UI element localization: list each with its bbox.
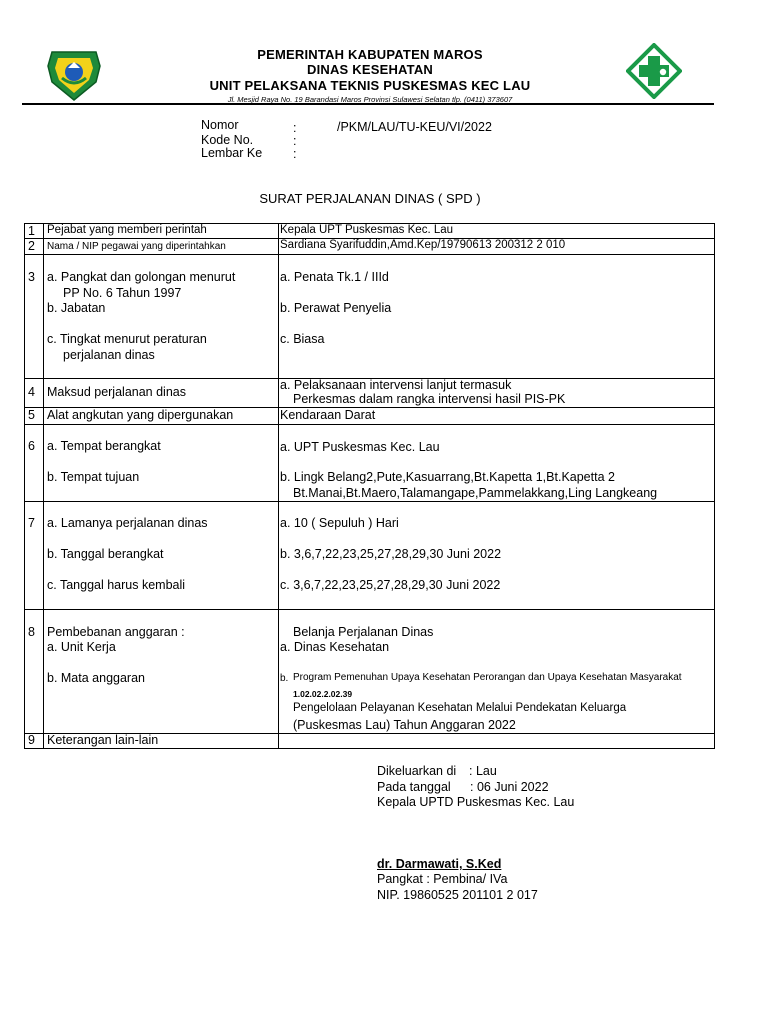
row-1-number: 1 xyxy=(28,224,35,238)
row-8-value-clip xyxy=(279,224,713,748)
issued-date-label: Pada tanggal xyxy=(377,780,451,794)
row-8-value-b: Program Pemenuhan Upaya Kesehatan Perorangan dan Upaya Kesehatan Masyarakat xyxy=(293,672,682,683)
row-4-number: 4 xyxy=(28,385,35,399)
header-address: Jl. Mesjid Raya No. 19 Barandasi Maros Provinsi Sulawesi Selatan tlp. (0411) 373607 xyxy=(227,95,513,104)
row-9-label: Keterangan lain-lain xyxy=(47,733,159,747)
row-4-label: Maksud perjalanan dinas xyxy=(47,385,186,399)
puskesmas-logo xyxy=(626,43,682,99)
row-1-value: Kepala UPT Puskesmas Kec. Lau xyxy=(280,224,454,236)
row-3-label-c-cont: perjalanan dinas xyxy=(63,348,155,362)
document-title: SURAT PERJALANAN DINAS ( SPD ) xyxy=(259,191,481,206)
row-3-label-c: c. Tingkat menurut peraturan xyxy=(47,332,207,346)
row-6-label-a: a. Tempat berangkat xyxy=(47,439,161,453)
row-5-number: 5 xyxy=(28,408,35,422)
row-7-label-c: c. Tanggal harus kembali xyxy=(47,578,186,592)
row-7-number: 7 xyxy=(28,516,35,530)
column-divider-number xyxy=(43,224,44,748)
row-7-label-a: a. Lamanya perjalanan dinas xyxy=(47,516,208,530)
issued-at-label: Dikeluarkan di xyxy=(377,764,457,778)
row-8-value-a: a. Dinas Kesehatan xyxy=(280,640,390,654)
header-line-1: PEMERINTAH KABUPATEN MAROS xyxy=(257,47,483,62)
row-3-number: 3 xyxy=(28,270,35,284)
row-5-value: Kendaraan Darat xyxy=(280,408,376,422)
header-line-3: UNIT PELAKSANA TEKNIS PUSKESMAS KEC LAU xyxy=(209,78,531,93)
row-8-value-d-line-2: (Puskesmas Lau) Tahun Anggaran 2022 xyxy=(293,718,516,732)
row-6-value-b-line-1: b. Lingk Belang2,Pute,Kasuarrang,Bt.Kapetta 1,Bt.Kapetta 2 xyxy=(280,470,615,484)
row-5-label: Alat angkutan yang dipergunakan xyxy=(47,408,234,422)
row-7-label-b: b. Tanggal berangkat xyxy=(47,547,164,561)
row-8-value-b-prefix: b. xyxy=(280,673,289,684)
kode-label: Kode No. xyxy=(201,133,254,147)
row-3-label-b: b. Jabatan xyxy=(47,301,106,315)
row-2-label: Nama / NIP pegawai yang diperintahkan xyxy=(47,241,226,252)
row-7-value-b: b. 3,6,7,22,23,25,27,28,29,30 Juni 2022 xyxy=(280,547,502,561)
signer-name: dr. Darmawati, S.Ked xyxy=(377,857,502,871)
row-1-label: Pejabat yang memberi perintah xyxy=(47,224,207,236)
spd-table xyxy=(24,223,715,749)
signer-position: Kepala UPTD Puskesmas Kec. Lau xyxy=(377,795,575,809)
issued-date-value: : 06 Juni 2022 xyxy=(470,780,549,794)
row-8-number: 8 xyxy=(28,625,35,639)
row-2-value: Sardiana Syarifuddin,Amd.Kep/19790613 200312 2 010 xyxy=(280,239,566,251)
row-8-label-a: a. Unit Kerja xyxy=(47,640,116,654)
row-9-number: 9 xyxy=(28,733,35,747)
row-7-value-c: c. 3,6,7,22,23,25,27,28,29,30 Juni 2022 xyxy=(280,578,501,592)
row-3-value-c: c. Biasa xyxy=(280,332,325,346)
row-8-value-heading: Belanja Perjalanan Dinas xyxy=(293,625,434,639)
row-8-value-d-line-1: Pengelolaan Pelayanan Kesehatan Melalui Pendekatan Keluarga xyxy=(293,702,627,714)
row-8-label-b: b. Mata anggaran xyxy=(47,671,145,685)
row-6-value-b-line-2: Bt.Manai,Bt.Maero,Talamangape,Pammelakkang,Ling Langkeang xyxy=(293,486,658,500)
signer-nip: NIP. 19860525 201101 2 017 xyxy=(377,888,538,902)
row-6-value-a: a. UPT Puskesmas Kec. Lau xyxy=(280,440,440,454)
row-3-label-a: a. Pangkat dan golongan menurut xyxy=(47,270,236,284)
row-4-value-line-2: Perkesmas dalam rangka intervensi hasil PIS-PK xyxy=(293,392,566,406)
signer-rank: Pangkat : Pembina/ IVa xyxy=(377,872,508,886)
row-8-budget-code: 1.02.02.2.02.39 xyxy=(293,689,353,699)
lembar-label: Lembar Ke xyxy=(201,146,263,160)
kode-colon: : xyxy=(293,134,297,148)
nomor-value: /PKM/LAU/TU-KEU/VI/2022 xyxy=(337,120,492,134)
header-divider xyxy=(22,103,714,105)
row-6-number: 6 xyxy=(28,439,35,453)
row-8-label-heading: Pembebanan anggaran : xyxy=(47,625,185,639)
row-2-number: 2 xyxy=(28,239,35,253)
nomor-label: Nomor xyxy=(201,118,239,132)
row-3-value-b: b. Perawat Penyelia xyxy=(280,301,392,315)
nomor-colon: : xyxy=(293,121,297,135)
lembar-colon: : xyxy=(293,147,297,161)
row-3-label-a-cont: PP No. 6 Tahun 1997 xyxy=(63,286,182,300)
row-3-value-a: a. Penata Tk.1 / IIId xyxy=(280,270,389,284)
row-4-value-line-1: a. Pelaksanaan intervensi lanjut termasuk xyxy=(280,378,512,392)
issued-at-value: : Lau xyxy=(469,764,497,778)
row-6-label-b: b. Tempat tujuan xyxy=(47,470,140,484)
row-7-value-a: a. 10 ( Sepuluh ) Hari xyxy=(280,516,399,530)
header-line-2: DINAS KESEHATAN xyxy=(306,62,434,77)
